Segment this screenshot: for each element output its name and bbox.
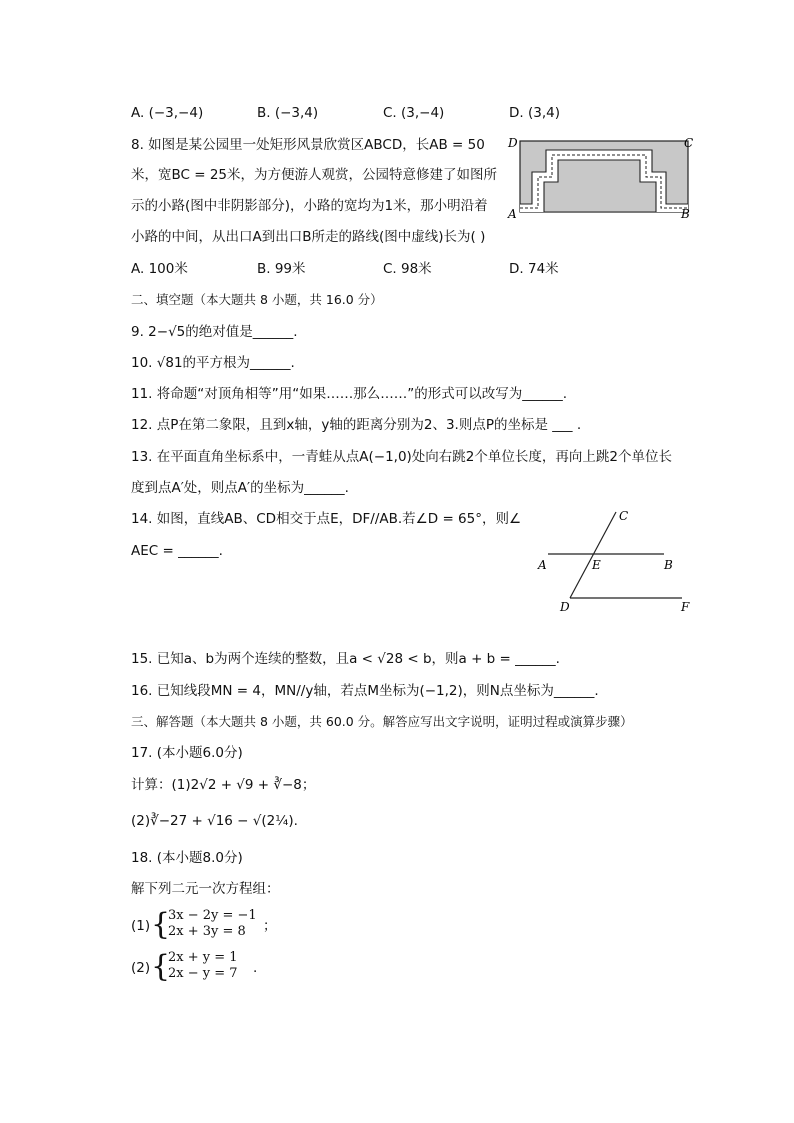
q8-line-1: 8. 如图是某公园里一处矩形风景欣赏区ABCD，长AB = 50 (131, 137, 485, 153)
q13-line-1: 13. 在平面直角坐标系中，一青蛙从点A(−1,0)处向右跳2个单位长度，再向上跳2个单位长 (131, 449, 672, 465)
q8-option-c: C. 98米 (383, 261, 432, 277)
q14-label-b: B (664, 558, 673, 572)
q8-park-figure (506, 134, 696, 224)
q8-label-d: D (508, 136, 518, 150)
q17-part-2: (2)∛−27 + √16 − √(2¼). (131, 813, 298, 829)
q18-intro: 解下列二元一次方程组： (131, 881, 280, 897)
q18-sys2-eq2: 2x − y = 7 (168, 966, 238, 981)
q7-option-d: D. (3,4) (509, 105, 560, 121)
q7-option-a: A. (−3,−4) (131, 105, 204, 121)
q18-sys1-label: (1) (131, 918, 151, 934)
q8-label-c: C (684, 136, 694, 150)
q18-sys2-end: . (253, 960, 258, 976)
q17-part-1: 计算：(1)2√2 + √9 + ∛−8； (131, 777, 316, 793)
q18-sys1-brace: { (151, 907, 171, 942)
q18-sys2-label: (2) (131, 960, 151, 976)
q14-line-2: AEC = ______. (131, 543, 223, 559)
q7-option-c: C. (3,−4) (383, 105, 445, 121)
q14-label-e: E (592, 558, 601, 572)
q15: 15. 已知a、b为两个连续的整数，且a < √28 < b，则a + b = ______. (131, 651, 560, 667)
q8-line-3: 示的小路(图中非阴影部分)，小路的宽均为1米，那小明沿着 (131, 198, 488, 214)
section-3-heading: 三、解答题（本大题共 8 小题，共 60.0 分。解答应写出文字说明，证明过程或演算步骤） (131, 714, 633, 729)
q8-option-a: A. 100米 (131, 261, 188, 277)
q18-title: 18. (本小题8.0分) (131, 850, 243, 866)
q12: 12. 点P在第二象限，且到x轴，y轴的距离分别为2、3.则点P的坐标是 ___ . (131, 417, 582, 433)
q10: 10. √81的平方根为______. (131, 355, 295, 371)
q14-label-c: C (619, 509, 629, 523)
q8-line-4: 小路的中间，从出口A到出口B所走的路线(图中虚线)长为( ) (131, 229, 486, 245)
section-2-heading: 二、填空题（本大题共 8 小题，共 16.0 分） (131, 292, 383, 307)
q8-label-a: A (508, 207, 517, 221)
q8-option-b: B. 99米 (257, 261, 306, 277)
q11: 11. 将命题“对顶角相等”用“如果……那么……”的形式可以改写为______. (131, 386, 568, 402)
q14-label-d: D (560, 600, 570, 614)
q16: 16. 已知线段MN = 4，MN//y轴，若点M坐标为(−1,2)，则N点坐标为______. (131, 683, 599, 699)
q14-line-1: 14. 如图，直线AB、CD相交于点E，DF//AB.若∠D = 65°，则∠ (131, 511, 522, 527)
q9: 9. 2−√5的绝对值是______. (131, 324, 298, 340)
q17-title: 17. (本小题6.0分) (131, 745, 243, 761)
q14-label-a: A (538, 558, 547, 572)
q8-option-d: D. 74米 (509, 261, 559, 277)
q18-sys1-eq1: 3x − 2y = −1 (168, 908, 257, 923)
q18-sys1-eq2: 2x + 3y = 8 (168, 924, 246, 939)
q8-label-b: B (681, 207, 690, 221)
q8-line-2: 米，宽BC = 25米，为方便游人观赏，公园特意修建了如图所 (131, 167, 498, 183)
q14-lines-figure (534, 506, 694, 616)
q7-option-b: B. (−3,4) (257, 105, 319, 121)
q18-sys2-brace: { (151, 949, 171, 984)
q14-label-f: F (681, 600, 690, 614)
q18-sys2-eq1: 2x + y = 1 (168, 950, 238, 965)
q18-sys1-end: ； (263, 918, 277, 934)
q13-line-2: 度到点A′处，则点A′的坐标为______. (131, 480, 349, 496)
